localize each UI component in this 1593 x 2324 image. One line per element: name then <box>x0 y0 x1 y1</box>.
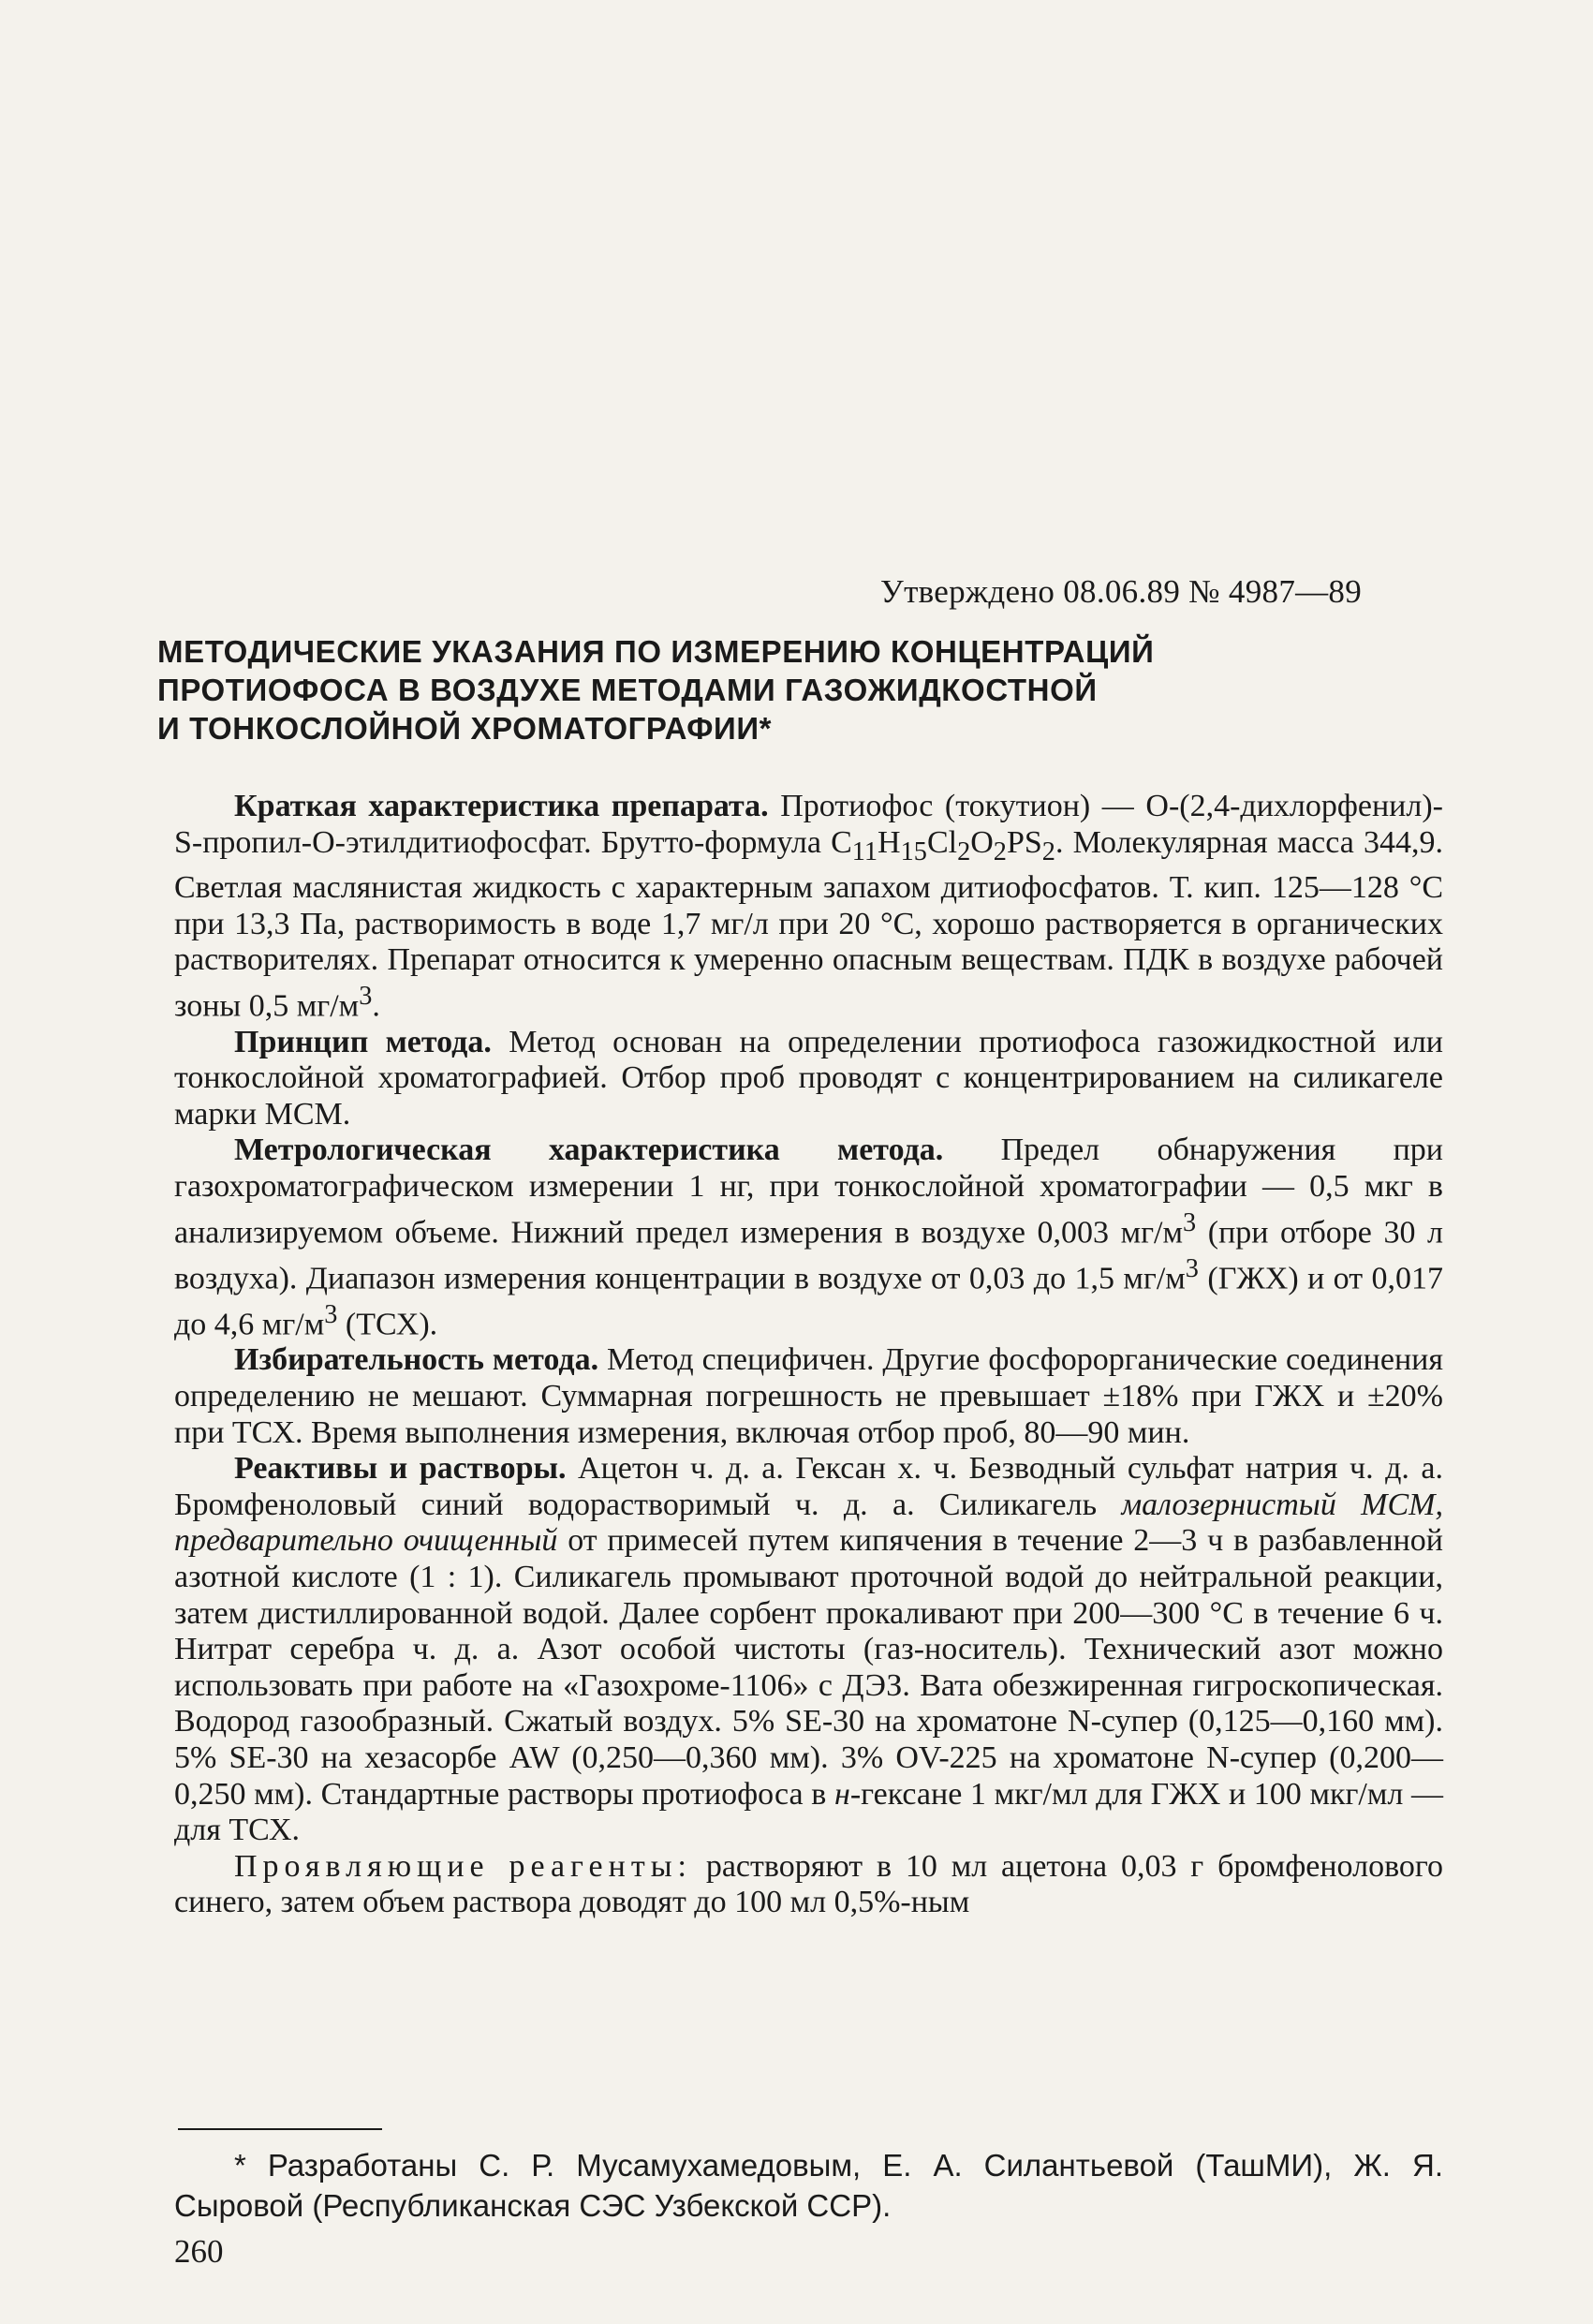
paragraph-reagents: Реактивы и растворы. Ацетон ч. д. а. Гексан х. ч. Безводный сульфат натрия ч. д. а. Бромфеноловый синий водорастворимый ч. д. а. Силикагель малозернистый МСМ, предварительно очищенный от примесей путем кипячения в течение 2—3 ч в разбавленной азотной кислоте (1 : 1). Силикагель промывают проточной водой до нейтральной реакции, затем дистиллированной водой. Далее сорбент прокаливают при 200—300 °С в течение 6 ч. Нитрат серебра ч. д. а. Азот особой чистоты (газ-носитель). Технический азот можно использовать при работе на «Газохроме-1106» с ДЭЗ. Вата обезжиренная гигроскопическая. Водород газообразный. Сжатый воздух. 5% SE-30 на хроматоне N-супер (0,125—0,160 мм). 5% SE-30 на хезасорбе AW (0,250—0,360 мм). 3% OV-225 на хроматоне N-супер (0,200—0,250 мм). Стандартные растворы протиофоса в н-гексане 1 мкг/мл для ГЖХ и 100 мкг/мл — для ТСХ. <box>174 1451 1444 1848</box>
title-line-3: И ТОНКОСЛОЙНОЙ ХРОМАТОГРАФИИ* <box>157 711 773 746</box>
heading-reagents: Реактивы и растворы. <box>234 1451 567 1487</box>
heading-principle: Принцип метода. <box>234 1024 492 1059</box>
title-line-2: ПРОТИОФОСА В ВОЗДУХЕ МЕТОДАМИ ГАЗОЖИДКОСТНОЙ <box>157 673 1098 707</box>
title-line-1: МЕТОДИЧЕСКИЕ УКАЗАНИЯ ПО ИЗМЕРЕНИЮ КОНЦЕНТРАЦИЙ <box>157 634 1155 669</box>
paragraph-metrology: Метрологическая характеристика метода. Предел обнаружения при газохроматографическом измерении 1 нг, при тонкослойной хроматографии — 0,5 мкг в анализируемом объеме. Нижний предел измерения в воздухе 0,003 $мг/м^3$ (при отборе 30 л воздуха). Диапазон измерения концентрации в воздухе от 0,03 до 1,5 $мг/м^3$ (ГЖХ) и от 0,017 до 4,6 $мг/м^3$ (ТСХ). <box>174 1132 1444 1341</box>
document-title <box>157 632 1244 748</box>
approval-line: Утверждено 08.06.89 № 4987—89 <box>880 573 1363 610</box>
paragraph-principle: Принцип метода. Метод основан на определении протиофоса газожидкостной или тонкослойной хроматографией. Отбор проб проводят с концентрированием на силикагеле марки МСМ. <box>174 1024 1443 1132</box>
page-number: 260 <box>174 2233 224 2270</box>
paragraph-developing-reagents: Проявляющие реагенты: растворяют в 10 мл ацетона 0,03 г бромфенолового синего, затем объем раствора доводят до 100 мл 0,5%-ным <box>174 1848 1443 1920</box>
heading-characteristics: Краткая характеристика препарата. <box>234 789 769 823</box>
body-text <box>174 789 1443 1921</box>
heading-developing-reagents: Проявляющие реагенты: <box>234 1848 692 1884</box>
paragraph-selectivity: Избирательность метода. Метод специфичен. Другие фосфорорганические соединения определению не мешают. Суммарная погрешность не превышает ±18% при ГЖХ и ±20% при ТСХ. Время выполнения измерения, включая отбор проб, 80—90 мин. <box>174 1342 1443 1450</box>
paragraph-characteristics: Краткая характеристика препарата. Протиофос (токутион) — О-(2,4-дихлорфенил)-S-пропил-О-этилдитиофосфат. Брутто-формула $C_{11}H_{15}Cl_2O_2PS_2$. Молекулярная масса 344,9. Светлая маслянистая жидкость с характерным запахом дитиофосфатов. Т. кип. 125—128 °С при 13,3 Па, растворимость в воде 1,7 мг/л при 20 °С, хорошо растворяется в органических растворителях. Препарат относится к умеренно опасным веществам. ПДК в воздухе рабочей зоны 0,5 $мг/м^3$. <box>174 789 1443 1024</box>
heading-metrology: Метрологическая характеристика метода. <box>234 1132 944 1168</box>
footnote-divider <box>178 2128 382 2130</box>
heading-selectivity: Избирательность метода. <box>234 1342 599 1378</box>
footnote: * Разработаны С. Р. Мусамухамедовым, Е. А. Силантьевой (ТашМИ), Ж. Я. Сыровой (Республиканская СЭС Узбекской ССР). <box>174 2148 1443 2223</box>
